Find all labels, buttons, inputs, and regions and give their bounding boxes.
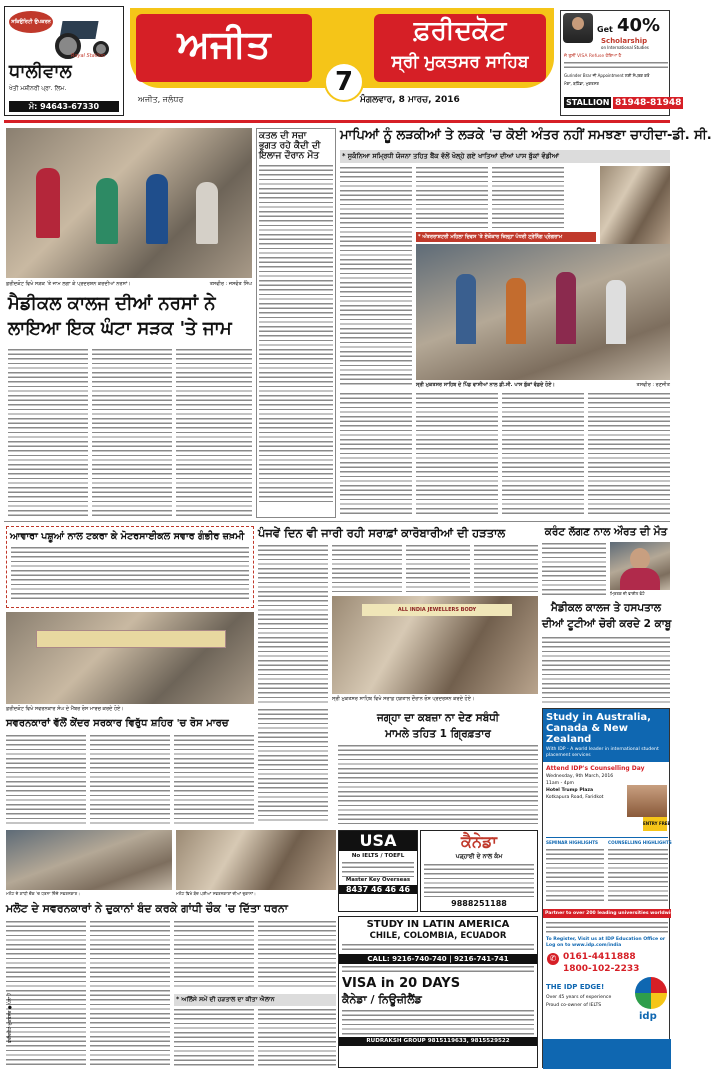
jewellers-photo [332, 596, 538, 694]
usa-ad-phone: 8437 46 46 46 [339, 885, 417, 894]
idp-ad-seminar: SEMINAR HIGHLIGHTS [546, 840, 599, 845]
theft-headline-1: ਮੈਡੀਕਲ ਕਾਲਜ ਤੇ ਹਸਪਤਾਲ [551, 602, 661, 614]
malout-headline: ਮਲੋਟ ਦੇ ਸਵਰਨਕਾਰਾਂ ਨੇ ਦੁਕਾਨਾਂ ਬੰਦ ਕਰਕੇ ਗਾਂਧੀ ਚੌਕ 'ਚ ਦਿੱਤਾ ਧਰਨਾ [6, 902, 288, 915]
right-ad-phone: 81948-81948 [615, 98, 682, 108]
idp-ad-register: To Register, Visit us at IDP Education Office or Log on to www.idp.com/india [546, 937, 666, 948]
lead-photo-caption: ਸ੍ਰੀ ਮੁਕਤਸਰ ਸਾਹਿਬ ਦੇ ਪਿੰਡ ਵਾਸੀਆਂ ਨਾਲ ਡੀ.ਸੀ. ਪਾਸ ਬੁੱਕਾਂ ਵੰਡਦੇ ਹੋਏ। [416, 382, 555, 388]
idp-ad-attend: Attend IDP's Counselling Day [546, 765, 645, 772]
lead-photo-small [600, 166, 670, 246]
latin-ad-l3: CALL: 9216-740-740 | 9216-741-741 [339, 954, 537, 964]
right-ad-pct: 40% [617, 15, 661, 36]
left-ad-sub: Royal Stallion [71, 53, 106, 59]
nurses-photo-credit: ਤਸਵੀਰ : ਜਸਵੰਤ ਸਿੰਘ [209, 281, 252, 287]
masthead-date: ਮੰਗਲਵਾਰ, 8 ਮਾਰਚ, 2016 [360, 95, 460, 105]
idp-ad-e2: Proud co-owner of IELTS [546, 1003, 602, 1008]
malout-subheadline: * ਅਲਿੱਸੇ ਸਮੇਂ ਦੀ ਹੜਤਾਲ ਦਾ ਕੀਤਾ ਐਲਾਨ [174, 994, 336, 1006]
right-ad-l1: ਜੇ ਤੁਸੀਂ VISA Refuse ਹੋਇਆ ਹੈ [564, 54, 622, 59]
idp-ad-partner: Partner to over 200 leading universities worldwide [545, 911, 677, 916]
tractor-icon [55, 15, 117, 55]
right-ad-l2: Gurinder Brar ਜੀ Appointment ਲਈ ਸੰਪਰਕ ਕਰੋ [564, 73, 650, 78]
right-ad-brand: STALLION [566, 98, 610, 107]
accident-body [11, 546, 249, 602]
land-headline-1: ਜਗ੍ਹਾ ਦਾ ਕਬਜ਼ਾ ਨਾ ਦੇਣ ਸਬੰਧੀ [376, 712, 500, 724]
malout-photo-caption-1: ਮਲੋਟ ਦੇ ਗਾਂਧੀ ਚੌਕ 'ਚ ਧਰਨਾ ਦਿੰਦੇ ਸਵਰਨਕਾਰ। [6, 891, 81, 896]
masthead-banner [130, 8, 554, 97]
usa-ad[interactable] [338, 830, 418, 912]
victim-photo-caption: ਮ੍ਰਿਤਕ ਦੀ ਫਾਈਲ ਫੋਟੋ [610, 591, 645, 596]
jewellers-photo-caption: ਸ੍ਰੀ ਮੁਕਤਸਰ ਸਾਹਿਬ ਵਿਖੇ ਸਰਾਫ਼ ਹੜਤਾਲ ਦੌਰਾਨ ਰੋਸ ਪ੍ਰਦਰਸ਼ਨ ਕਰਦੇ ਹੋਏ। [332, 696, 475, 702]
left-ad-phone: ਮੋ: 94643-67330 [9, 101, 119, 112]
jewellers-headline: ਪੰਜਵੇਂ ਦਿਨ ਵੀ ਜਾਰੀ ਰਹੀ ਸਰਾਫ਼ਾਂ ਕਾਰੋਬਾਰੀਆਂ ਦੀ ਹੜਤਾਲ [258, 526, 506, 540]
idp-entry-badge: ENTRY FREE [643, 817, 667, 831]
page-side-label: ਫ਼ਰੀਦਕੋਟ-ਮੁਕਤਸਰ ● ਪੰਨਾ 7 [8, 992, 13, 1043]
latin-america-ad[interactable] [338, 916, 538, 1068]
malout-shops-photo [6, 830, 172, 890]
idp-ad-phone2: 1800-102-2233 [563, 964, 640, 974]
usa-ad-l2: Master Key Overseas [345, 877, 411, 883]
masthead-right-ad[interactable] [560, 10, 682, 116]
masthead-place: ਅਜੀਤ, ਜਲੰਧਰ [138, 95, 184, 104]
canada-ad[interactable] [420, 830, 538, 912]
land-body [338, 744, 538, 824]
theft-headline-2: ਦੀਆਂ ਟੂਟੀਆਂ ਚੋਰੀ ਕਰਦੇ 2 ਕਾਬੂ [542, 618, 672, 630]
left-ad-tag: ਸਕਿਉਰਿਟੀ ਉਪਕਰਨ [9, 11, 53, 33]
idp-ad-phone1: 0161-4411888 [563, 952, 636, 962]
idp-ad-counsel: COUNSELLING HIGHLIGHTS [608, 840, 672, 845]
idp-ad-time: 11am - 4pm [546, 781, 575, 786]
goldsmith-march-photo [6, 612, 254, 704]
canada-ad-phone: 9888251188 [451, 899, 507, 908]
idp-ad[interactable] [542, 708, 677, 1068]
right-ad-on: on International Studies [601, 45, 649, 50]
brief-body [259, 164, 333, 504]
latin-ad-title: STUDY IN LATIN AMERICA [366, 919, 510, 930]
latin-ad-l4: VISA in 20 DAYS [342, 976, 461, 991]
land-headline-2: ਮਾਮਲੇ ਤਹਿਤ 1 ਗ੍ਰਿਫ਼ਤਾਰ [385, 728, 491, 740]
victim-photo [610, 542, 670, 590]
edition-panel [374, 14, 546, 82]
lead-photo-credit: ਤਸਵੀਰ : ਰਣਜੀਤ [636, 382, 670, 388]
accident-headline: ਆਵਾਰਾ ਪਸ਼ੂਆਂ ਨਾਲ ਟਕਰਾ ਕੇ ਮੋਟਰਸਾਈਕਲ ਸਵਾਰ ਗੰਭੀਰ ਜ਼ਖ਼ਮੀ [10, 531, 245, 542]
idp-ad-title: Study in Australia, Canada & New Zealand [546, 712, 651, 745]
theft-body [542, 636, 670, 704]
jewellers-banner: ALL INDIA JEWELLERS BODY [362, 604, 512, 616]
idp-ad-sub: With IDP - A world leader in international student placement services [546, 747, 659, 758]
phone-icon: ✆ [547, 953, 559, 965]
edition-sub: ਸ੍ਰੀ ਮੁਕਤਸਰ ਸਾਹਿਬ [391, 52, 529, 72]
newspaper-logo: ਅਜੀਤ [177, 22, 271, 66]
avatar [563, 13, 593, 43]
left-ad-line: ਖੇਤੀ ਮਸ਼ੀਨਰੀ ਪ੍ਰਾ. ਲਿਮ. [9, 85, 67, 92]
usa-ad-title: USA [339, 831, 417, 851]
goldsmith-body [6, 734, 86, 824]
lead-subheadline: * ਸੁਕੰਨਿਆ ਸਮ੍ਰਿਧੀ ਯੋਜਨਾ ਤਹਿਤ ਬੈਂਕ ਵੱਲੋਂ ਖੋਲ੍ਹੇ ਗਏ ਖਾਤਿਆਂ ਦੀਆਂ ਪਾਸ ਬੁੱਕਾਂ ਵੰਡੀਆਂ [340, 150, 670, 163]
brief-headline-3: ਇਲਾਜ ਦੌਰਾਨ ਮੌਤ [259, 151, 320, 161]
shock-headline: ਕਰੰਟ ਲੱਗਣ ਨਾਲ ਔਰਤ ਦੀ ਮੌਤ [544, 526, 668, 538]
lead-photo [416, 244, 670, 380]
accident-box [6, 526, 254, 608]
lead-subheadline-2: * ਅੰਤਰਰਾਸ਼ਟਰੀ ਮਹਿਲਾ ਦਿਵਸ 'ਤੇ ਏਕੋਕਾਰ ਜ਼ਿਲ੍ਹਾ ਪੱਧਰੀ ਟ੍ਰੇਨਿੰਗ ਪ੍ਰੋਗਰਾਮ [416, 232, 596, 242]
idp-ad-e1: Over 45 years of experience [546, 995, 612, 1000]
lead-headline: ਮਾਪਿਆਂ ਨੂੰ ਲੜਕੀਆਂ ਤੇ ਲੜਕੇ 'ਚ ਕੋਈ ਅੰਤਰ ਨਹੀਂ ਸਮਝਣਾ ਚਾਹੀਦਾ-ਡੀ. ਸੀ. [340, 128, 712, 143]
idp-ad-brand: idp [639, 1011, 657, 1022]
nurses-headline-1: ਮੈਡੀਕਲ ਕਾਲਜ ਦੀਆਂ ਨਰਸਾਂ ਨੇ [8, 293, 216, 314]
nurses-headline-2: ਲਾਇਆ ਇਕ ਘੰਟਾ ਸੜਕ 'ਤੇ ਜਾਮ [8, 318, 232, 339]
nurses-photo-caption: ਫ਼ਰੀਦਕੋਟ ਵਿਖੇ ਸੜਕ 'ਤੇ ਜਾਮ ਲਗਾ ਕੇ ਪ੍ਰਦਰਸ਼ਨ ਕਰਦੀਆਂ ਨਰਸਾਂ। [6, 281, 131, 287]
idp-ad-edge: THE IDP EDGE! [546, 983, 605, 991]
student-photo [627, 785, 667, 817]
right-ad-l3: ਮੋਗਾ, ਬਠਿੰਡਾ, ਮੁਕਤਸਰ [564, 81, 599, 86]
idp-ad-venue: Hotel Trump Plaza [546, 788, 594, 793]
latin-ad-l2: CHILE, COLOMBIA, ECUADOR [369, 931, 507, 941]
left-ad-brand: ਧਾਲੀਵਾਲ [9, 61, 72, 82]
nurses-article-body [8, 348, 88, 516]
brief-headline-1: ਕਤਲ ਦੀ ਸਜ਼ਾ [259, 131, 307, 141]
usa-ad-l1: No IELTS / TOEFL [351, 853, 405, 859]
latin-ad-nz: ਕੈਨੇਡਾ / ਨਿਊਜ਼ੀਲੈਂਡ [342, 993, 422, 1006]
edition-name: ਫ਼ਰੀਦਕੋਟ [413, 16, 507, 46]
brief-headline-2: ਭੁਗਤ ਰਹੇ ਕੈਦੀ ਦੀ [259, 141, 321, 151]
lead-body-1 [340, 166, 412, 388]
masthead-divider [4, 120, 670, 123]
latin-ad-group: RUDRAKSH GROUP 9815119633, 9815529522 [339, 1037, 537, 1046]
right-ad-get: Get [597, 25, 613, 34]
jewellers-body [258, 544, 328, 704]
idp-logo [635, 977, 667, 1009]
logo-panel [136, 14, 312, 82]
page-number: 7 [334, 67, 354, 97]
canada-ad-title: ਕੈਨੇਡਾ [461, 832, 497, 851]
malout-photo-caption-2: ਮਲੋਟ ਵਿਖੇ ਬੰਦ ਪਈਆਂ ਸਵਰਨਕਾਰਾਂ ਦੀਆਂ ਦੁਕਾਨਾਂ। [176, 891, 256, 896]
idp-ad-date: Wednesday, 9th March, 2016 [546, 774, 614, 779]
goldsmith-headline: ਸਵਰਨਕਾਰਾਂ ਵੱਲੋਂ ਕੇਂਦਰ ਸਰਕਾਰ ਵਿਰੁੱਧ ਸ਼ਹਿਰ 'ਚ ਰੋਸ ਮਾਰਚ [6, 718, 229, 729]
prisoner-death-brief [256, 128, 336, 518]
shock-body [542, 542, 606, 598]
goldsmith-photo-caption: ਫ਼ਰੀਦਕੋਟ ਵਿਖੇ ਸਵਰਨਕਾਰ ਸੰਘ ਦੇ ਮੈਂਬਰ ਰੋਸ ਮਾਰਚ ਕਰਦੇ ਹੋਏ। [6, 706, 124, 712]
masthead-left-ad[interactable] [4, 6, 124, 116]
nurses-protest-photo [6, 128, 252, 278]
page-number-badge [324, 62, 364, 102]
idp-ad-addr: Kotkapura Road, Faridkot [546, 795, 604, 800]
canada-ad-l1: ਪੜ੍ਹਾਈ ਦੇ ਨਾਲ ਕੰਮ [455, 853, 503, 860]
right-ad-scholar: Scholarship [601, 37, 648, 45]
malout-dharna-photo [176, 830, 336, 890]
malout-body [6, 920, 86, 1068]
